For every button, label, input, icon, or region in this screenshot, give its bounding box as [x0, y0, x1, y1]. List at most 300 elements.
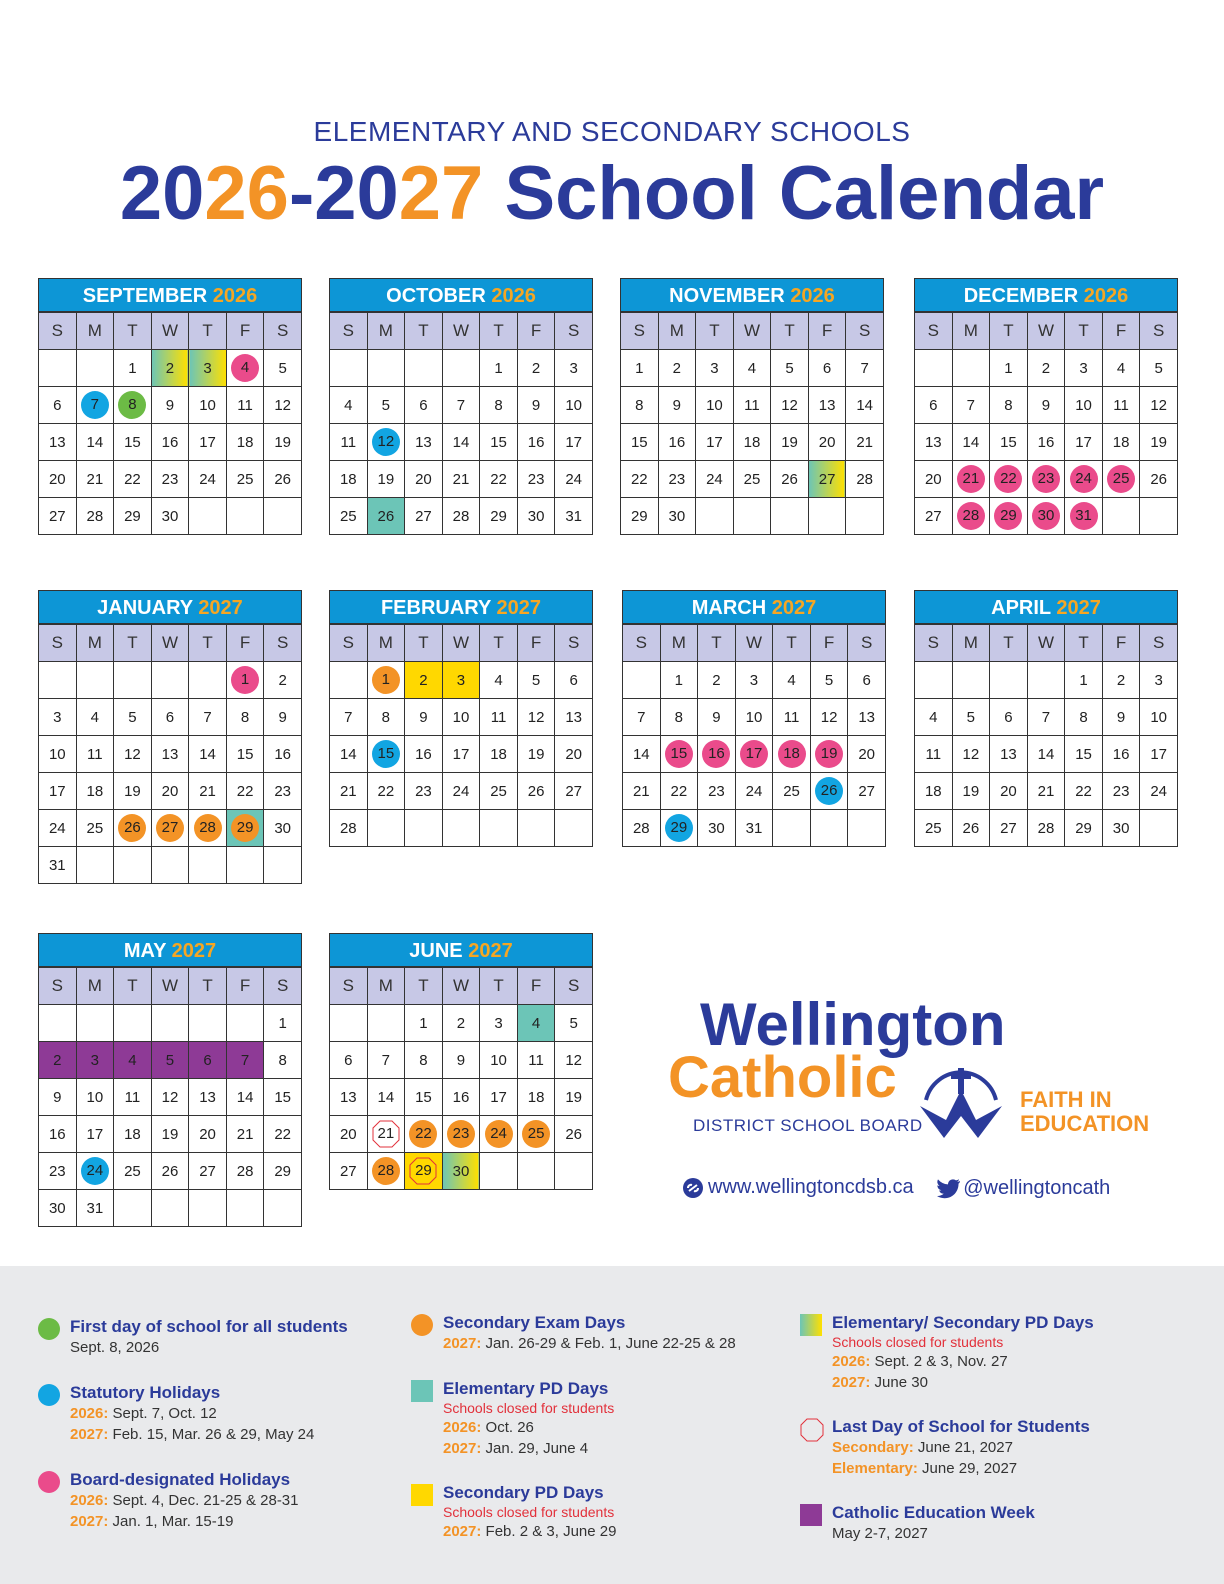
legend-title: Board-designated Holidays	[70, 1470, 291, 1489]
weekday-header: F	[226, 313, 264, 350]
day-cell: 17	[555, 424, 593, 461]
day-cell: 18	[114, 1116, 152, 1153]
empty-cell	[76, 662, 114, 699]
day-cell: 17	[442, 736, 480, 773]
day-cell: 20	[808, 424, 846, 461]
day-cell: 19	[952, 773, 990, 810]
legend-year: 2027:	[832, 1374, 871, 1391]
day-cell: 10	[696, 387, 734, 424]
day-cell: 15	[264, 1079, 302, 1116]
day-cell: 3	[735, 662, 773, 699]
empty-cell	[114, 847, 152, 884]
blue-circle-icon	[38, 1384, 60, 1406]
month-year: 2027	[198, 597, 243, 619]
day-cell: 16	[658, 424, 696, 461]
day-cell: 23	[39, 1153, 77, 1190]
day-cell: 21	[76, 461, 114, 498]
orange-day-marker: 1	[372, 666, 400, 694]
day-cell	[660, 736, 698, 773]
day-cell: 13	[39, 424, 77, 461]
pink-circle-icon	[38, 1471, 60, 1493]
empty-cell	[696, 498, 734, 535]
month-header	[914, 278, 1178, 312]
weekday-header: T	[480, 313, 518, 350]
month-header	[329, 278, 593, 312]
logo-line-1: Wellington	[700, 991, 1006, 1058]
month-year: 2026	[790, 285, 835, 307]
day-cell: 18	[1102, 424, 1140, 461]
empty-cell	[555, 1153, 593, 1190]
month-header	[914, 590, 1178, 624]
empty-cell	[442, 350, 480, 387]
weekday-header: F	[808, 313, 846, 350]
pink-day-marker: 16	[702, 740, 730, 768]
weekday-header: S	[621, 313, 659, 350]
day-cell: 9	[517, 387, 555, 424]
day-cell: 5	[810, 662, 848, 699]
legend-first-day	[38, 1316, 348, 1358]
day-cell: 20	[405, 461, 443, 498]
day-cell: 27	[405, 498, 443, 535]
day-cell: 10	[555, 387, 593, 424]
weekday-header: S	[39, 968, 77, 1005]
empty-cell	[952, 662, 990, 699]
weekday-header: S	[330, 625, 368, 662]
day-cell: 8	[226, 699, 264, 736]
day-cell: 27	[555, 773, 593, 810]
weekday-header: T	[405, 625, 443, 662]
legend-line: June 21, 2027	[917, 1439, 1013, 1456]
empty-cell	[151, 1005, 189, 1042]
day-cell: 15	[226, 736, 264, 773]
day-cell: 4	[76, 699, 114, 736]
weekday-header: S	[39, 625, 77, 662]
day-cell: 24	[39, 810, 77, 847]
weekday-header: W	[735, 625, 773, 662]
pink-day-marker: 4	[231, 354, 259, 382]
month-name: OCTOBER	[386, 285, 486, 307]
empty-cell	[810, 810, 848, 847]
day-cell: 16	[151, 424, 189, 461]
day-cell: 30	[442, 1153, 480, 1190]
day-cell: 16	[264, 736, 302, 773]
month-name: DECEMBER	[963, 285, 1079, 307]
day-cell: 28	[1027, 810, 1065, 847]
contact-links	[682, 1176, 1128, 1205]
weekday-header: S	[264, 625, 302, 662]
teal-square-icon	[411, 1380, 433, 1402]
day-cell: 28	[226, 1153, 264, 1190]
legend-year: 2027:	[443, 1440, 482, 1457]
day-cell: 17	[480, 1079, 518, 1116]
day-cell: 10	[1065, 387, 1103, 424]
day-cell	[1065, 461, 1103, 498]
day-cell: 18	[76, 773, 114, 810]
legend-line: Sept. 4, Dec. 21-25 & 28-31	[112, 1492, 299, 1509]
day-cell: 14	[367, 1079, 405, 1116]
day-cell: 12	[810, 699, 848, 736]
day-cell: 3	[555, 350, 593, 387]
empty-cell	[480, 810, 518, 847]
month-header	[329, 933, 593, 967]
empty-cell	[151, 1190, 189, 1227]
weekday-header: F	[226, 625, 264, 662]
month-name: NOVEMBER	[669, 285, 785, 307]
day-cell: 22	[660, 773, 698, 810]
month-header	[622, 590, 886, 624]
day-cell: 23	[517, 461, 555, 498]
board-logo	[660, 990, 1180, 1150]
weekday-header: T	[1065, 625, 1103, 662]
green-day-marker: 8	[118, 391, 146, 419]
month-year: 2027	[468, 940, 513, 962]
day-cell: 9	[405, 699, 443, 736]
day-cell: 10	[480, 1042, 518, 1079]
legend-year: 2026:	[70, 1492, 109, 1509]
day-cell: 25	[915, 810, 953, 847]
green-circle-icon	[38, 1318, 60, 1340]
pink-day-marker: 31	[1070, 502, 1098, 530]
day-cell: 25	[480, 773, 518, 810]
day-cell: 9	[658, 387, 696, 424]
weekday-header: W	[151, 313, 189, 350]
day-cell	[952, 498, 990, 535]
empty-cell	[990, 662, 1028, 699]
weekday-header: M	[76, 625, 114, 662]
day-cell: 14	[1027, 736, 1065, 773]
day-cell: 21	[330, 773, 368, 810]
legend-line: Jan. 29, June 4	[485, 1440, 589, 1457]
day-cell: 26	[264, 461, 302, 498]
day-cell: 27	[330, 1153, 368, 1190]
day-cell: 31	[39, 847, 77, 884]
blue-day-marker: 29	[665, 814, 693, 842]
day-cell: 16	[517, 424, 555, 461]
day-cell: 13	[405, 424, 443, 461]
empty-cell	[226, 1190, 264, 1227]
day-cell: 25	[76, 810, 114, 847]
day-cell: 22	[114, 461, 152, 498]
weekday-header: M	[367, 313, 405, 350]
empty-cell	[264, 498, 302, 535]
empty-cell	[330, 1005, 368, 1042]
day-cell	[367, 1153, 405, 1190]
empty-cell	[1027, 662, 1065, 699]
weekday-header: T	[405, 313, 443, 350]
month-calendar	[329, 933, 593, 1190]
pink-day-marker: 19	[815, 740, 843, 768]
legend-exam-days	[411, 1312, 736, 1354]
day-cell: 2	[264, 662, 302, 699]
day-cell: 11	[733, 387, 771, 424]
day-cell: 16	[39, 1116, 77, 1153]
day-cell: 4	[114, 1042, 152, 1079]
weekday-header: T	[698, 625, 736, 662]
day-cell: 8	[990, 387, 1028, 424]
empty-cell	[39, 1005, 77, 1042]
tagline-line: FAITH IN	[1020, 1087, 1112, 1112]
day-cell: 11	[114, 1079, 152, 1116]
day-cell: 30	[39, 1190, 77, 1227]
day-cell: 2	[1027, 350, 1065, 387]
empty-cell	[114, 1190, 152, 1227]
day-cell: 16	[442, 1079, 480, 1116]
day-cell: 30	[658, 498, 696, 535]
legend-note: Schools closed for students	[443, 1504, 615, 1520]
day-cell: 4	[733, 350, 771, 387]
day-cell: 16	[1027, 424, 1065, 461]
empty-cell	[189, 498, 227, 535]
pink-day-marker: 24	[1070, 465, 1098, 493]
empty-cell	[367, 350, 405, 387]
empty-cell	[405, 810, 443, 847]
logo-line-3: DISTRICT SCHOOL BOARD	[693, 1116, 923, 1135]
weekday-header: S	[264, 968, 302, 1005]
twitter-bird-icon	[937, 1179, 961, 1199]
empty-cell	[915, 350, 953, 387]
day-cell	[226, 810, 264, 847]
legend-year: 2026:	[443, 1419, 482, 1436]
day-cell: 1	[990, 350, 1028, 387]
day-cell: 26	[771, 461, 809, 498]
day-cell: 11	[517, 1042, 555, 1079]
empty-cell	[848, 810, 886, 847]
weekday-header: T	[1065, 313, 1103, 350]
day-cell: 11	[773, 699, 811, 736]
day-cell: 30	[151, 498, 189, 535]
page-title	[0, 150, 1224, 237]
day-cell	[367, 1116, 405, 1153]
title-part: -20	[288, 151, 399, 236]
legend-secondary-pd	[411, 1482, 616, 1542]
day-cell: 4	[330, 387, 368, 424]
day-cell: 9	[1102, 699, 1140, 736]
day-cell: 31	[76, 1190, 114, 1227]
day-cell: 5	[264, 350, 302, 387]
day-cell: 24	[1140, 773, 1178, 810]
legend-title: Elementary/ Secondary PD Days	[832, 1313, 1094, 1332]
day-cell: 18	[915, 773, 953, 810]
day-cell: 8	[1065, 699, 1103, 736]
empty-cell	[330, 350, 368, 387]
month-name: FEBRUARY	[380, 597, 491, 619]
day-cell: 6	[151, 699, 189, 736]
day-cell: 23	[698, 773, 736, 810]
day-cell: 6	[330, 1042, 368, 1079]
day-cell: 4	[517, 1005, 555, 1042]
legend-title: Secondary PD Days	[443, 1483, 604, 1502]
day-cell: 11	[330, 424, 368, 461]
day-cell: 25	[114, 1153, 152, 1190]
day-cell: 11	[76, 736, 114, 773]
day-cell	[114, 387, 152, 424]
day-cell: 17	[39, 773, 77, 810]
day-cell: 2	[405, 662, 443, 699]
weekday-header: F	[517, 625, 555, 662]
day-cell: 9	[1027, 387, 1065, 424]
day-cell: 3	[1065, 350, 1103, 387]
purple-square-icon	[800, 1504, 822, 1526]
day-cell: 18	[733, 424, 771, 461]
empty-cell	[952, 350, 990, 387]
day-cell: 15	[621, 424, 659, 461]
month-calendar	[329, 278, 593, 535]
empty-cell	[915, 662, 953, 699]
pink-day-marker: 1	[231, 666, 259, 694]
day-cell: 29	[621, 498, 659, 535]
day-cell: 14	[623, 736, 661, 773]
day-cell: 16	[1102, 736, 1140, 773]
day-cell: 6	[405, 387, 443, 424]
empty-cell	[189, 847, 227, 884]
day-cell: 26	[555, 1116, 593, 1153]
pink-day-marker: 15	[665, 740, 693, 768]
legend-board-holidays	[38, 1469, 299, 1532]
weekday-header: T	[114, 968, 152, 1005]
cross-emblem-icon	[918, 1060, 1004, 1140]
weekday-header: T	[480, 625, 518, 662]
empty-cell	[367, 1005, 405, 1042]
month-name: MAY	[123, 940, 167, 962]
day-cell: 7	[226, 1042, 264, 1079]
empty-cell	[623, 662, 661, 699]
empty-cell	[771, 498, 809, 535]
empty-cell	[151, 847, 189, 884]
day-cell: 23	[264, 773, 302, 810]
legend-title: Elementary PD Days	[443, 1379, 609, 1398]
legend-title: Catholic Education Week	[832, 1503, 1035, 1522]
website-link[interactable]	[682, 1176, 914, 1199]
weekday-header: S	[330, 968, 368, 1005]
day-cell: 30	[517, 498, 555, 535]
day-cell: 7	[367, 1042, 405, 1079]
legend-line: Sept. 8, 2026	[70, 1339, 160, 1356]
day-cell: 1	[660, 662, 698, 699]
day-cell: 1	[114, 350, 152, 387]
day-cell: 3	[39, 699, 77, 736]
day-cell: 5	[771, 350, 809, 387]
empty-cell	[39, 350, 77, 387]
twitter-link[interactable]	[937, 1177, 1110, 1200]
legend-line: Jan. 26-29 & Feb. 1, June 22-25 & 28	[485, 1335, 736, 1352]
legend-year: 2027:	[70, 1426, 109, 1443]
empty-cell	[517, 1153, 555, 1190]
day-cell: 12	[264, 387, 302, 424]
weekday-header: T	[990, 313, 1028, 350]
weekday-header: S	[623, 625, 661, 662]
empty-cell	[76, 1005, 114, 1042]
month-year: 2026	[491, 285, 536, 307]
pink-day-marker: 23	[1032, 465, 1060, 493]
day-cell: 28	[330, 810, 368, 847]
weekday-header: S	[846, 313, 884, 350]
month-header	[329, 590, 593, 624]
gradient-square-icon	[800, 1314, 822, 1336]
day-cell: 23	[151, 461, 189, 498]
weekday-header: M	[952, 313, 990, 350]
legend-year: Secondary:	[832, 1439, 914, 1456]
day-cell: 23	[658, 461, 696, 498]
weekday-header: W	[442, 313, 480, 350]
day-cell: 17	[76, 1116, 114, 1153]
day-cell: 21	[623, 773, 661, 810]
empty-cell	[846, 498, 884, 535]
day-cell: 13	[189, 1079, 227, 1116]
weekday-header: M	[660, 625, 698, 662]
day-cell: 4	[773, 662, 811, 699]
legend-year: Elementary:	[832, 1460, 918, 1477]
month-calendar	[620, 278, 884, 535]
legend-line: Sept. 2 & 3, Nov. 27	[874, 1353, 1008, 1370]
day-cell: 13	[848, 699, 886, 736]
empty-cell	[189, 1190, 227, 1227]
day-cell: 14	[442, 424, 480, 461]
weekday-header: W	[1027, 313, 1065, 350]
day-cell: 1	[264, 1005, 302, 1042]
day-cell: 1	[480, 350, 518, 387]
weekday-header: T	[771, 313, 809, 350]
day-cell: 21	[846, 424, 884, 461]
day-cell: 24	[555, 461, 593, 498]
month-year: 2027	[771, 597, 817, 619]
day-cell: 26	[1140, 461, 1178, 498]
legend-year: 2027:	[443, 1523, 482, 1540]
pink-day-marker: 22	[994, 465, 1022, 493]
legend-statutory	[38, 1382, 314, 1445]
day-cell: 24	[696, 461, 734, 498]
exam-day-marker: 29	[231, 814, 259, 842]
weekday-header: S	[915, 313, 953, 350]
month-calendar	[38, 933, 302, 1227]
day-cell: 15	[405, 1079, 443, 1116]
day-cell: 22	[480, 461, 518, 498]
weekday-header: M	[76, 968, 114, 1005]
weekday-header: T	[189, 625, 227, 662]
legend-elementary-pd	[411, 1378, 614, 1459]
day-cell	[405, 1116, 443, 1153]
legend-title: Statutory Holidays	[70, 1383, 221, 1402]
day-cell: 26	[952, 810, 990, 847]
day-cell	[367, 424, 405, 461]
day-cell: 20	[555, 736, 593, 773]
day-cell: 6	[808, 350, 846, 387]
day-cell: 12	[952, 736, 990, 773]
day-cell	[480, 1116, 518, 1153]
orange-day-marker: 25	[522, 1120, 550, 1148]
day-cell: 3	[696, 350, 734, 387]
last-day-marker: 21	[372, 1120, 400, 1148]
weekday-header: S	[330, 313, 368, 350]
month-name: SEPTEMBER	[82, 285, 208, 307]
weekday-header: W	[442, 968, 480, 1005]
day-cell: 27	[848, 773, 886, 810]
month-calendar	[914, 278, 1178, 535]
tagline-line: EDUCATION	[1020, 1111, 1150, 1136]
day-cell: 27	[808, 461, 846, 498]
day-cell: 8	[367, 699, 405, 736]
weekday-header: W	[151, 625, 189, 662]
day-cell: 5	[517, 662, 555, 699]
day-cell: 7	[623, 699, 661, 736]
orange-day-marker: 22	[409, 1120, 437, 1148]
legend-line: Oct. 26	[485, 1419, 534, 1436]
pink-day-marker: 18	[778, 740, 806, 768]
empty-cell	[1140, 498, 1178, 535]
day-cell	[660, 810, 698, 847]
day-cell: 21	[442, 461, 480, 498]
day-cell: 7	[189, 699, 227, 736]
empty-cell	[114, 662, 152, 699]
